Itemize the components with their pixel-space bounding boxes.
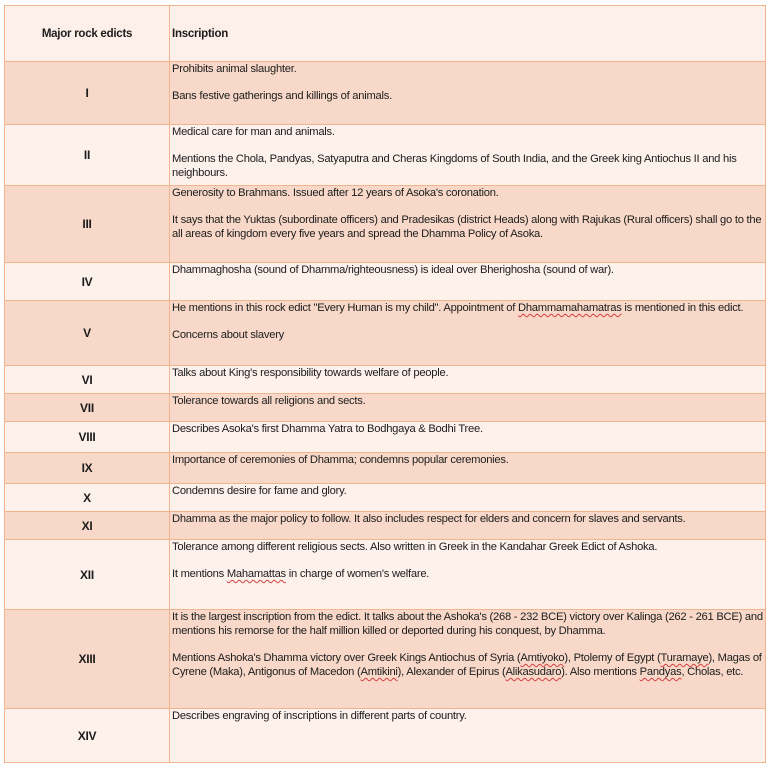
inscription-text: Concerns about slavery bbox=[172, 329, 285, 341]
inscription-text: Talks about King's responsibility towards welfare of people. bbox=[172, 367, 449, 379]
inscription-text: It is the largest inscription from the edict. It talks about the Ashoka's (268 - 232 BCE) victory over Kalinga (262 - 261 BCE) and mentions his remorse for the half million killed or deported during his conquest, by Dhamma. bbox=[172, 611, 763, 637]
edict-number: IX bbox=[5, 453, 170, 484]
header-edict: Major rock edicts bbox=[5, 6, 170, 62]
edict-number: VI bbox=[5, 366, 170, 394]
inscription-cell bbox=[170, 422, 766, 453]
text-fragment: Mentions Ashoka's Dhamma victory over Greek Kings Antiochus of Syria ( bbox=[172, 652, 521, 664]
inscription-text bbox=[172, 651, 763, 679]
inscription-text: Tolerance among different religious sects. Also written in Greek in the Kandahar Greek Edict of Ashoka. bbox=[172, 541, 658, 553]
header-inscription: Inscription bbox=[170, 6, 766, 62]
table-row bbox=[5, 263, 766, 301]
rock-edicts-table bbox=[4, 5, 766, 763]
inscription-text: Describes Asoka's first Dhamma Yatra to Bodhgaya & Bodhi Tree. bbox=[172, 423, 483, 435]
spellcheck-word: Alikasudaro bbox=[505, 666, 562, 678]
inscription-text: Medical care for man and animals. bbox=[172, 126, 335, 138]
inscription-text: Bans festive gatherings and killings of animals. bbox=[172, 90, 392, 102]
edict-number: X bbox=[5, 484, 170, 512]
inscription-text: Describes engraving of inscriptions in different parts of country. bbox=[172, 710, 467, 722]
inscription-text: Condemns desire for fame and glory. bbox=[172, 485, 347, 497]
inscription-cell bbox=[170, 484, 766, 512]
spellcheck-word: Amtiyoko bbox=[520, 652, 565, 664]
inscription-cell bbox=[170, 366, 766, 394]
text-fragment: in charge of women's welfare. bbox=[285, 568, 430, 580]
inscription-text: Dhamma as the major policy to follow. It also includes respect for elders and concern for slaves and servants. bbox=[172, 513, 686, 525]
edict-number: VIII bbox=[5, 422, 170, 453]
inscription-cell bbox=[170, 62, 766, 125]
inscription-text bbox=[172, 301, 763, 315]
inscription-cell bbox=[170, 610, 766, 709]
inscription-cell bbox=[170, 125, 766, 186]
inscription-cell bbox=[170, 186, 766, 263]
table-row bbox=[5, 540, 766, 610]
inscription-cell bbox=[170, 263, 766, 301]
header-row bbox=[5, 6, 766, 62]
edict-number: XIII bbox=[5, 610, 170, 709]
spellcheck-word: Mahamattas bbox=[226, 568, 286, 580]
text-fragment: ), Alexander of Epirus ( bbox=[397, 666, 506, 678]
table-row bbox=[5, 62, 766, 125]
table-row bbox=[5, 366, 766, 394]
inscription-text: It says that the Yuktas (subordinate officers) and Pradesikas (district Heads) along with Rajukas (Rural officers) shall go to the all areas of kingdom every five years and spread the Dhamma Policy of Asoka. bbox=[172, 214, 762, 240]
inscription-text: Generosity to Brahmans. Issued after 12 years of Asoka's coronation. bbox=[172, 187, 499, 199]
inscription-text bbox=[172, 567, 763, 581]
table-row bbox=[5, 453, 766, 484]
table-row bbox=[5, 610, 766, 709]
edict-number: XII bbox=[5, 540, 170, 610]
spellcheck-word: Dhammamahamatras bbox=[517, 302, 622, 314]
inscription-text: Prohibits animal slaughter. bbox=[172, 63, 297, 75]
text-fragment: , Cholas, etc. bbox=[681, 666, 744, 678]
edict-number: V bbox=[5, 301, 170, 366]
text-fragment: is mentioned in this edict. bbox=[621, 302, 744, 314]
inscription-cell bbox=[170, 453, 766, 484]
inscription-cell bbox=[170, 512, 766, 540]
inscription-text: Importance of ceremonies of Dhamma; condemns popular ceremonies. bbox=[172, 454, 509, 466]
spellcheck-word: Pandyas bbox=[639, 666, 682, 678]
table-row bbox=[5, 512, 766, 540]
inscription-cell bbox=[170, 394, 766, 422]
text-fragment: He mentions in this rock edict "Every Human is my child". Appointment of bbox=[172, 302, 518, 314]
inscription-cell bbox=[170, 709, 766, 763]
edict-number: VII bbox=[5, 394, 170, 422]
edict-number: XIV bbox=[5, 709, 170, 763]
inscription-cell bbox=[170, 540, 766, 610]
spellcheck-word: Amtikini bbox=[360, 666, 398, 678]
table-row bbox=[5, 301, 766, 366]
inscription-text: Mentions the Chola, Pandyas, Satyaputra and Cheras Kingdoms of South India, and the Greek king Antiochus II and his neighbours. bbox=[172, 153, 737, 179]
edict-number: II bbox=[5, 125, 170, 186]
text-fragment: ), Ptolemy of Egypt ( bbox=[564, 652, 661, 664]
inscription-text: Dhammaghosha (sound of Dhamma/righteousness) is ideal over Bherighosha (sound of war). bbox=[172, 264, 614, 276]
table-row bbox=[5, 422, 766, 453]
edict-number: III bbox=[5, 186, 170, 263]
table-row bbox=[5, 709, 766, 763]
edict-number: IV bbox=[5, 263, 170, 301]
inscription-text: Tolerance towards all religions and sects. bbox=[172, 395, 366, 407]
table-row bbox=[5, 125, 766, 186]
table-row bbox=[5, 394, 766, 422]
text-fragment: ). Also mentions bbox=[561, 666, 640, 678]
text-fragment: ), Magas of Cyrene (Maka), Antigonus of Macedon ( bbox=[172, 652, 762, 678]
edict-number: XI bbox=[5, 512, 170, 540]
inscription-cell bbox=[170, 301, 766, 366]
spellcheck-word: Turamaye bbox=[660, 652, 709, 664]
text-fragment: It mentions bbox=[172, 568, 227, 580]
table-row bbox=[5, 186, 766, 263]
table-row bbox=[5, 484, 766, 512]
edict-number: I bbox=[5, 62, 170, 125]
